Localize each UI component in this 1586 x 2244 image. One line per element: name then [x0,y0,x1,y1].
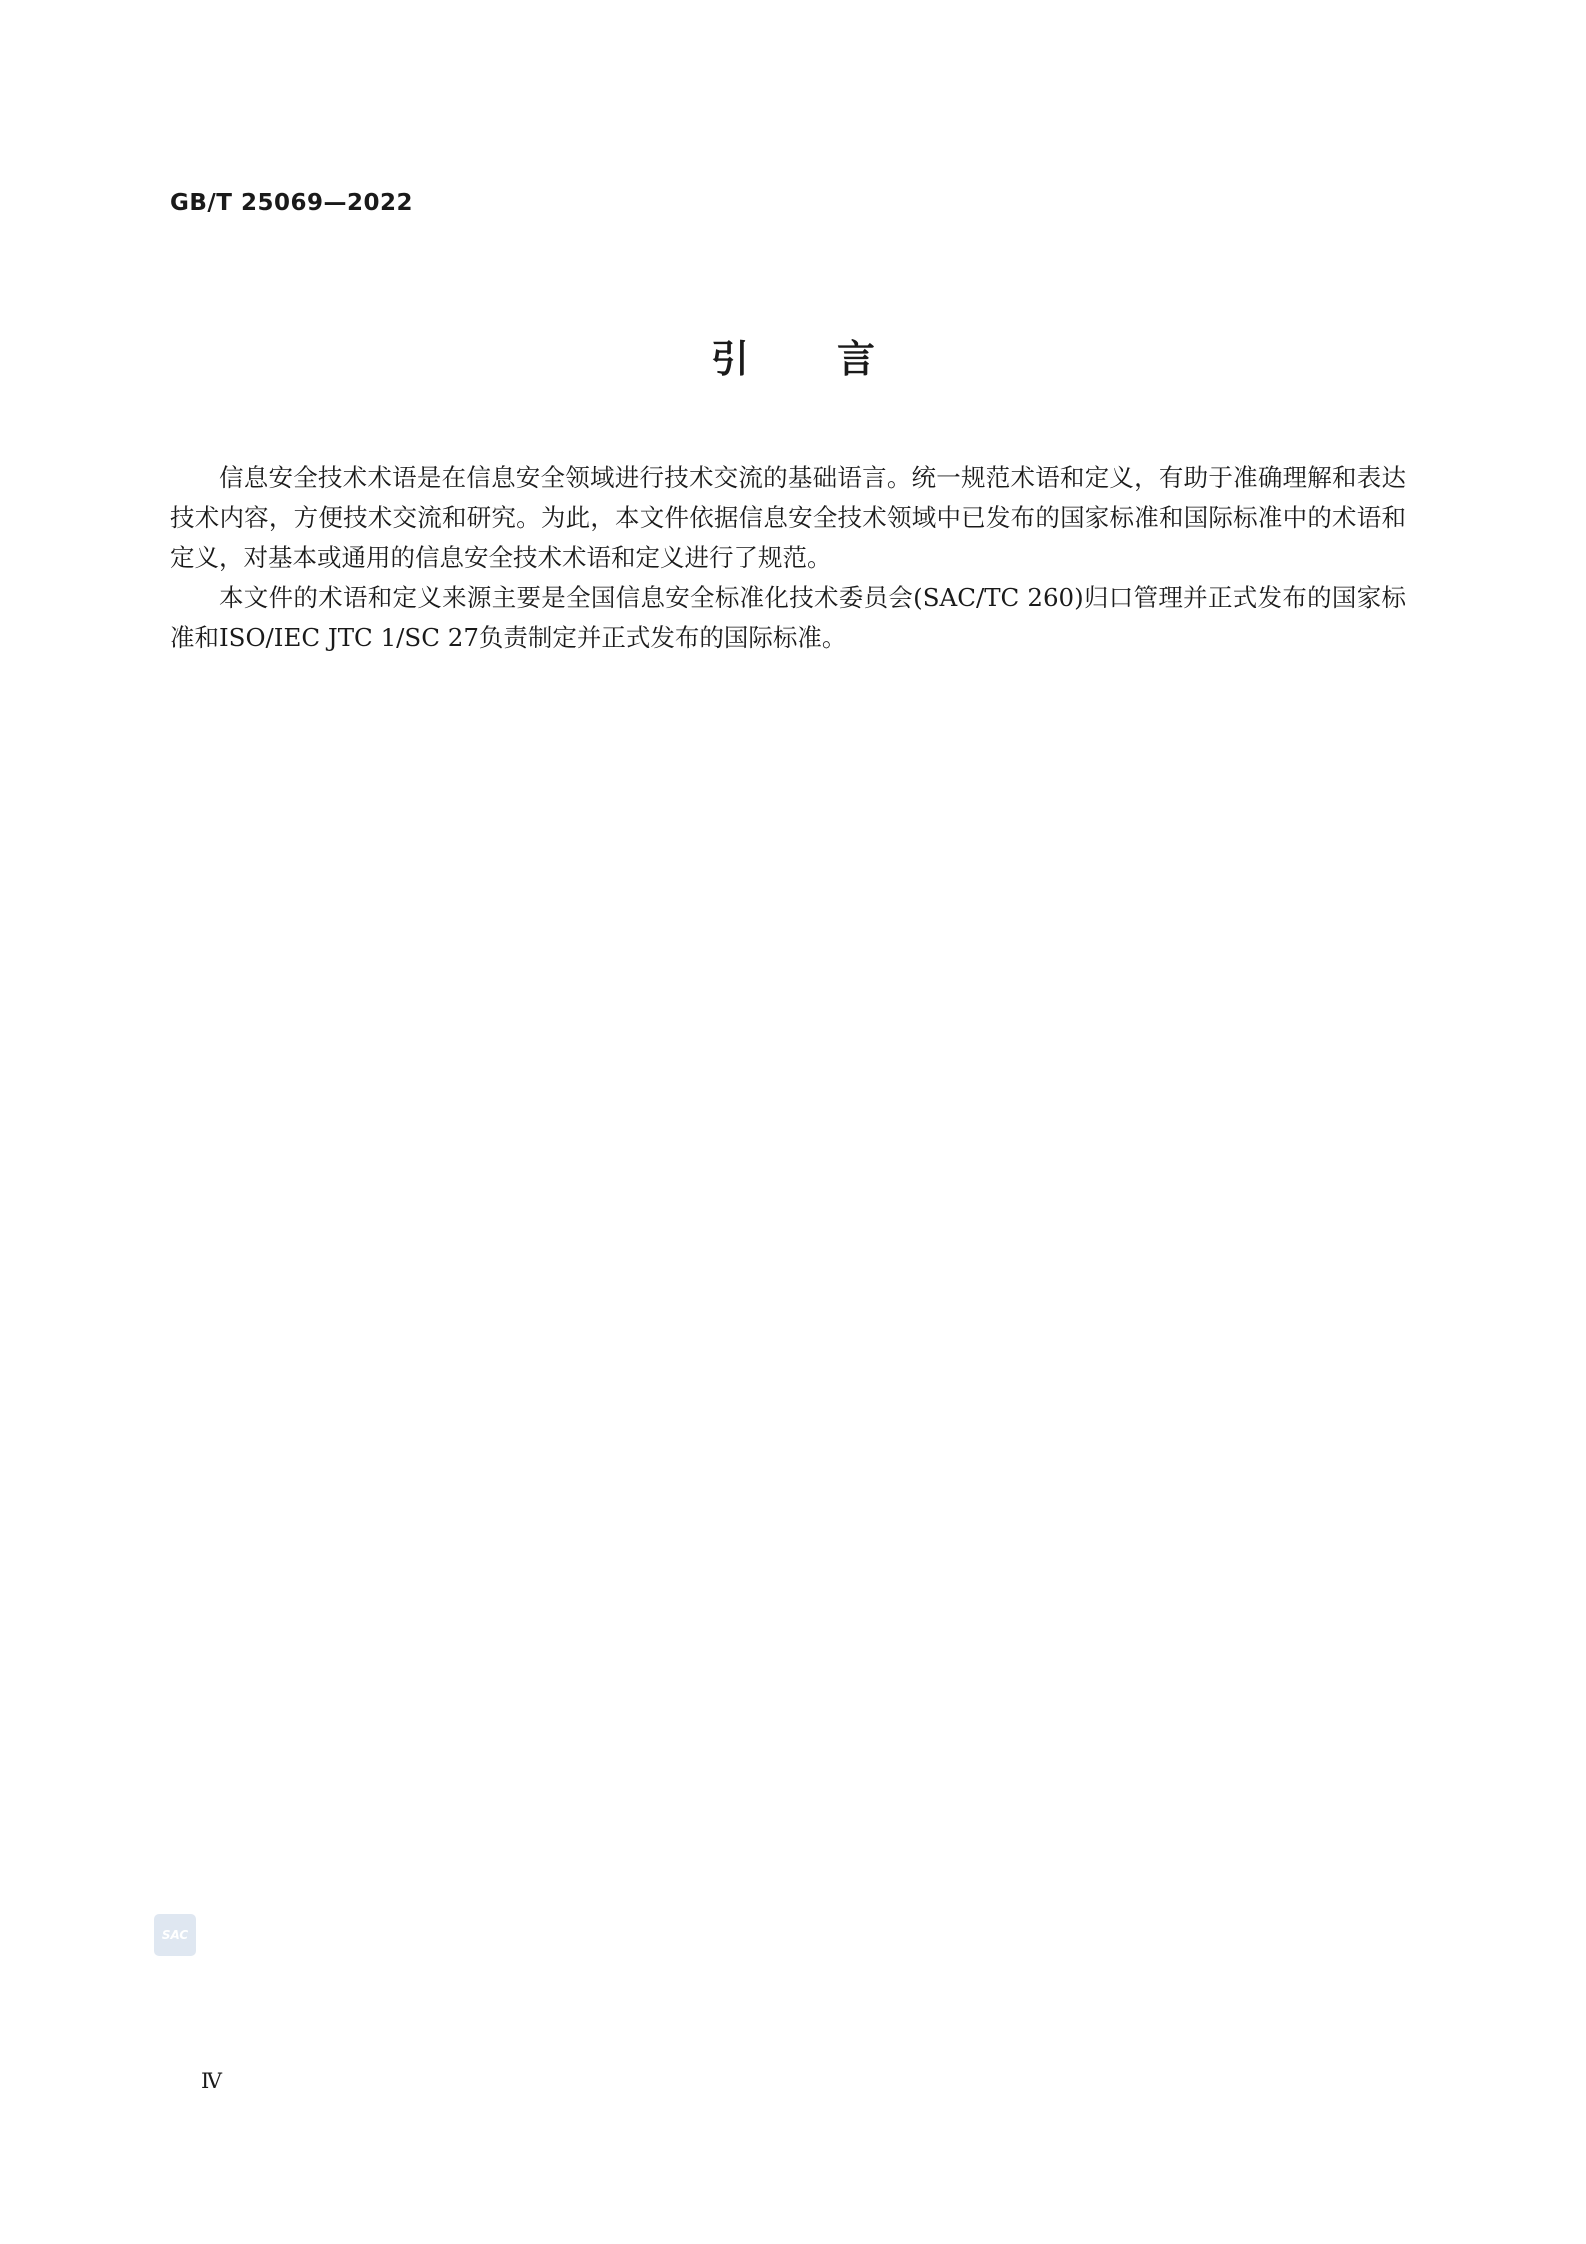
sac-logo-text: SAC [161,1928,189,1942]
page-title: 引言 [710,337,963,381]
body-text [170,458,1406,658]
paragraph-1: 信息安全技术术语是在信息安全领域进行技术交流的基础语言。统一规范术语和定义，有助于准确理解和表达技术内容，方便技术交流和研究。为此，本文件依据信息安全技术领域中已发布的国家标准和国际标准中的术语和定义，对基本或通用的信息安全技术术语和定义进行了规范。 [170,463,1406,572]
page-number: Ⅳ [201,2069,222,2093]
standard-code: GB/T 25069—2022 [170,190,414,216]
sac-logo-watermark [154,1914,196,1956]
paragraph-2: 本文件的术语和定义来源主要是全国信息安全标准化技术委员会(SAC/TC 260)归口管理并正式发布的国家标准和ISO/IEC JTC 1/SC 27负责制定并正式发布的国际标准。 [170,583,1406,652]
